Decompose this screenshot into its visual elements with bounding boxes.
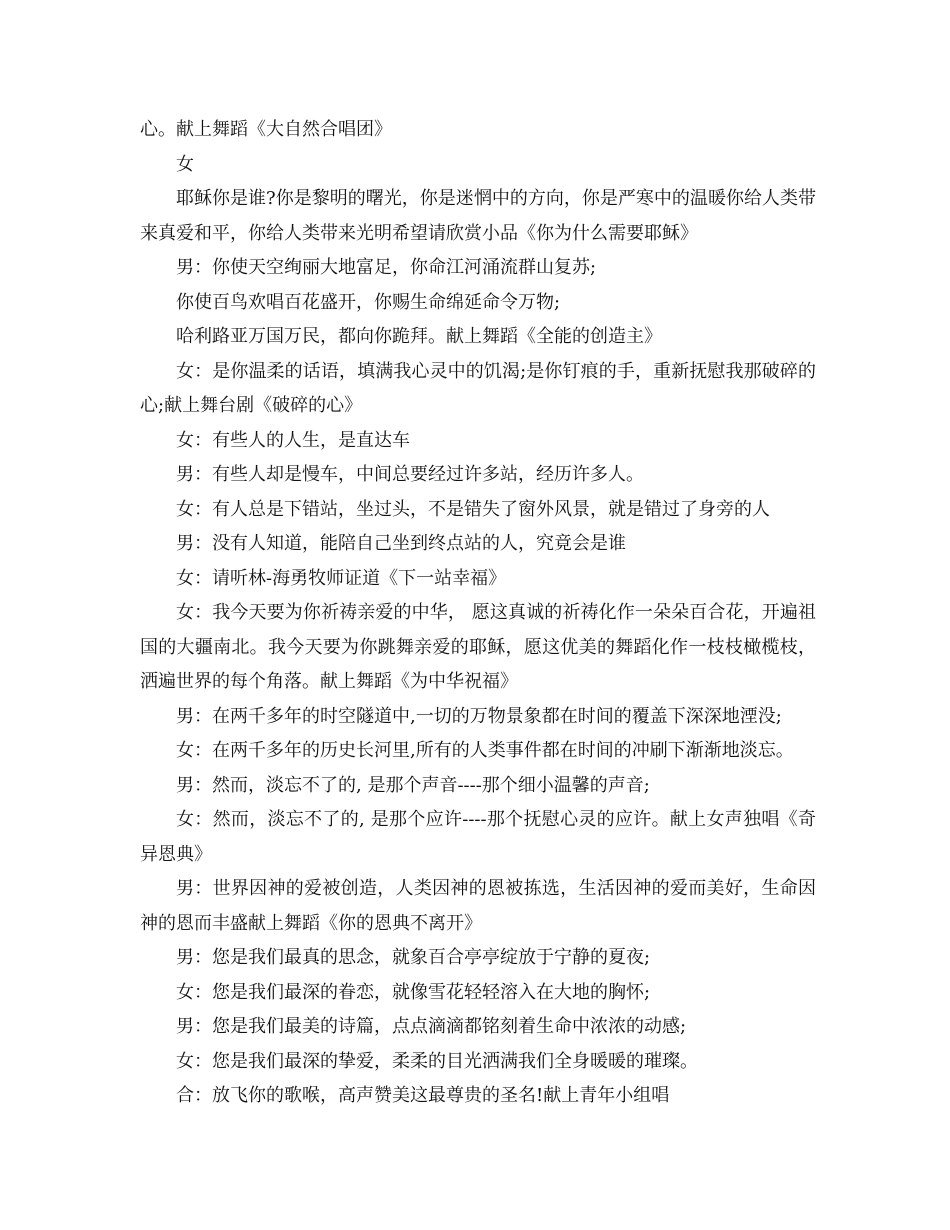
- paragraph: 女：有人总是下错站，坐过头，不是错失了窗外风景，就是错过了身旁的人: [176, 498, 770, 520]
- paragraph: 心。献上舞蹈《大自然合唱团》: [140, 119, 392, 140]
- paragraph: 男：您是我们最美的诗篇，点点滴滴都铭刻着生命中浓浓的动感;: [176, 1016, 687, 1037]
- paragraph: 女：在两千多年的历史长河里,所有的人类事件都在时间的冲刷下渐渐地淡忘。: [176, 740, 794, 761]
- paragraph: 女：您是我们最深的眷恋，就像雪花轻轻溶入在大地的胸怀;: [176, 981, 651, 1003]
- paragraph: 男：世界因神的爱被创造，人类因神的恩被拣选，生活因神的爱而美好，生命因神的恩而丰盛献上舞蹈《你的恩典不离开》: [140, 878, 816, 934]
- paragraph: 女: [176, 153, 194, 175]
- paragraph: 男：您是我们最真的思念，就象百合亭亭绽放于宁静的夏夜;: [176, 947, 651, 968]
- paragraph: 女：有些人的人生，是直达车: [176, 429, 410, 451]
- paragraph: 女：您是我们最深的挚爱，柔柔的目光洒满我们全身暖暖的璀璨。: [176, 1050, 698, 1072]
- paragraph: 耶稣你是谁?你是黎明的曙光，你是迷惘中的方向，你是严寒中的温暖你给人类带来真爱和平，你给人类带来光明希望请欣赏小品《你为什么需要耶稣》: [140, 188, 816, 244]
- paragraph: 男：然而，淡忘不了的, 是那个声音----那个细小温馨的声音;: [176, 774, 650, 796]
- paragraph: 女：然而，淡忘不了的, 是那个应许----那个抚慰心灵的应许。献上女声独唱《奇异恩典》: [140, 809, 816, 865]
- paragraph: 哈利路亚万国万民，都向你跪拜。献上舞蹈《全能的创造主》: [176, 326, 662, 347]
- paragraph: 女：是你温柔的话语，填满我心灵中的饥渴;是你钉痕的手，重新抚慰我那破碎的心;献上舞台剧《破碎的心》: [140, 360, 816, 416]
- paragraph: 女：请听林-海勇牧师证道《下一站幸福》: [176, 567, 507, 589]
- paragraph: 男：没有人知道，能陪自己坐到终点站的人，究竟会是谁: [176, 533, 626, 554]
- paragraph: 你使百鸟欢唱百花盛开，你赐生命绵延命令万物;: [176, 291, 561, 313]
- paragraph: 男：你使天空绚丽大地富足，你命江河涌流群山复苏;: [176, 257, 597, 278]
- document-body: [140, 113, 816, 1114]
- paragraph: 合：放飞你的歌喉，高声赞美这最尊贵的圣名!献上青年小组唱: [176, 1085, 670, 1106]
- paragraph: 男：在两千多年的时空隧道中,一切的万物景象都在时间的覆盖下深深地湮没;: [176, 705, 782, 727]
- paragraph: 男：有些人却是慢车，中间总要经过许多站，经历许多人。: [176, 464, 644, 485]
- paragraph: 女：我今天要为你祈祷亲爱的中华， 愿这真诚的祈祷化作一朵朵百合花，开遍祖国的大疆南北。我今天要为你跳舞亲爱的耶稣，愿这优美的舞蹈化作一枝枝橄榄枝，洒遍世界的每个角落。献上舞蹈《为中华祝福》: [140, 602, 816, 692]
